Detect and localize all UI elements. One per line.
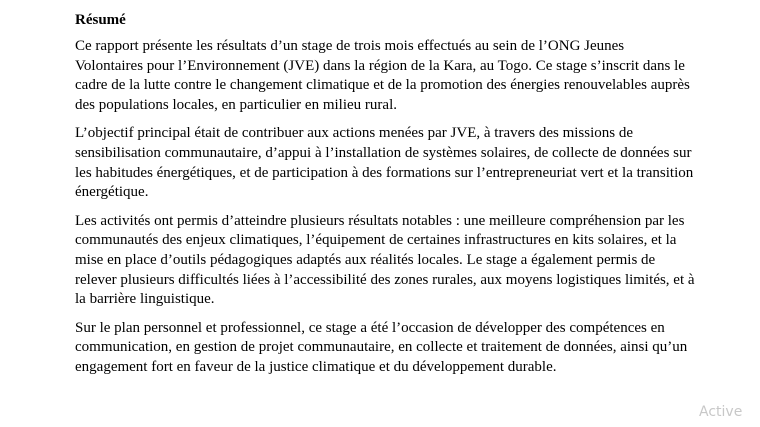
activation-watermark: Active [699, 404, 743, 420]
paragraph-objective: L’objectif principal était de contribuer aux actions menées par JVE, à travers des missions de sensibilisation communautaire, d’appui à l’installation de systèmes solaires, de collecte de données sur les habitudes énergétiques, et de participation à des formations sur l’entrepreneuriat vert et la transition énergétique. [75, 125, 694, 201]
paragraph-intro: Ce rapport présente les résultats d’un stage de trois mois effectués au sein de l’ONG Jeunes Volontaires pour l’Environnement (JVE) dans la région de la Kara, au Togo. Ce stage s’inscrit dans le cadre de la lutte contre le changement climatique et de la promotion des énergies renouvelables auprès des populations locales, en particulier en milieu rural. [75, 38, 690, 113]
section-heading: Résumé [75, 12, 126, 28]
paragraph-results: Les activités ont permis d’atteindre plusieurs résultats notables : une meilleure compréhension par les communautés des enjeux climatiques, l’équipement de certaines infrastructures en kits solaires, et la mise en place d’outils pédagogiques adaptés aux réalités locales. Le stage a également permis de relever plusieurs difficultés liées à l’accessibilité des zones rurales, aux moyens logistiques limités, et à la barrière linguistique. [75, 212, 695, 308]
paragraph-personal: Sur le plan personnel et professionnel, ce stage a été l’occasion de développer des compétences en communication, en gestion de projet communautaire, en collecte et traitement de données, ainsi qu’un engagement fort en faveur de la justice climatique et du développement durable. [75, 319, 688, 375]
